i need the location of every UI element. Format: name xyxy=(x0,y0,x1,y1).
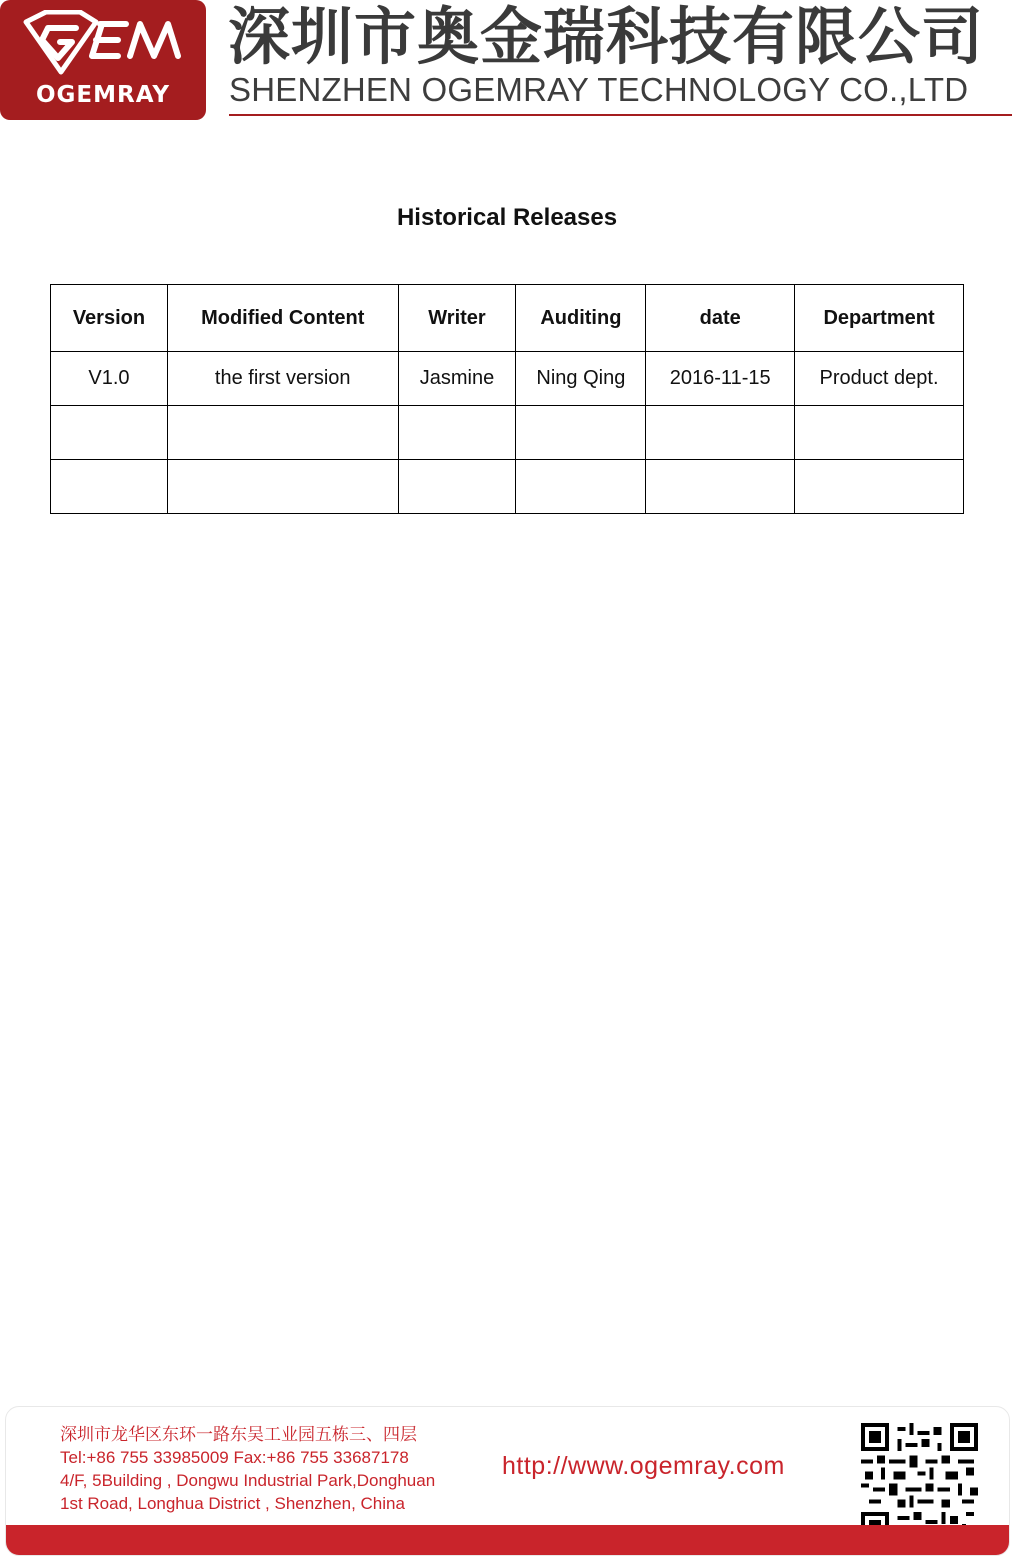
page-title: Historical Releases xyxy=(396,204,618,231)
cell-modified-content: the first version xyxy=(167,352,398,406)
releases-table xyxy=(50,284,964,514)
address-line: 4/F, 5Building , Dongwu Industrial Park,Donghuan xyxy=(60,1471,436,1490)
column-header-modified-content: Modified Content xyxy=(167,285,398,352)
qr-code-icon xyxy=(861,1423,978,1540)
footer-accent-bar xyxy=(6,1525,1009,1555)
cell-auditing xyxy=(516,406,646,460)
footer-address xyxy=(60,1423,435,1515)
header-divider xyxy=(229,114,1012,116)
company-logo xyxy=(0,0,206,120)
cell-auditing xyxy=(516,460,646,514)
cell-date: 2016-11-15 xyxy=(646,352,795,406)
gem-logo-icon xyxy=(18,10,188,80)
cell-version xyxy=(51,406,168,460)
column-header-writer: Writer xyxy=(398,285,516,352)
cell-modified-content xyxy=(167,460,398,514)
address-line: Tel:+86 755 33985009 Fax:+86 755 33687178 xyxy=(60,1448,409,1467)
cell-writer: Jasmine xyxy=(398,352,516,406)
address-line: 1st Road, Longhua District , Shenzhen, China xyxy=(60,1494,405,1513)
column-header-department: Department xyxy=(795,285,964,352)
company-name-english: SHENZHEN OGEMRAY TECHNOLOGY CO.,LTD xyxy=(229,71,969,108)
table-row xyxy=(51,406,964,460)
address-line: 深圳市龙华区东环一路东吴工业园五栋三、四层 xyxy=(60,1425,417,1444)
cell-department xyxy=(795,460,964,514)
page-footer xyxy=(5,1406,1010,1556)
cell-writer xyxy=(398,460,516,514)
cell-version: V1.0 xyxy=(51,352,168,406)
table-header-row xyxy=(51,285,964,352)
cell-department xyxy=(795,406,964,460)
column-header-date: date xyxy=(646,285,795,352)
table-row xyxy=(51,460,964,514)
column-header-auditing: Auditing xyxy=(516,285,646,352)
cell-version xyxy=(51,460,168,514)
cell-date xyxy=(646,406,795,460)
cell-writer xyxy=(398,406,516,460)
company-name-chinese: 深圳市奥金瑞科技有限公司 xyxy=(228,0,985,73)
logo-wordmark: OGEMRAY xyxy=(36,82,170,108)
website-link[interactable]: http://www.ogemray.com xyxy=(502,1452,785,1480)
cell-department: Product dept. xyxy=(795,352,964,406)
cell-auditing: Ning Qing xyxy=(516,352,646,406)
cell-modified-content xyxy=(167,406,398,460)
table-row xyxy=(51,352,964,406)
cell-date xyxy=(646,460,795,514)
column-header-version: Version xyxy=(51,285,168,352)
